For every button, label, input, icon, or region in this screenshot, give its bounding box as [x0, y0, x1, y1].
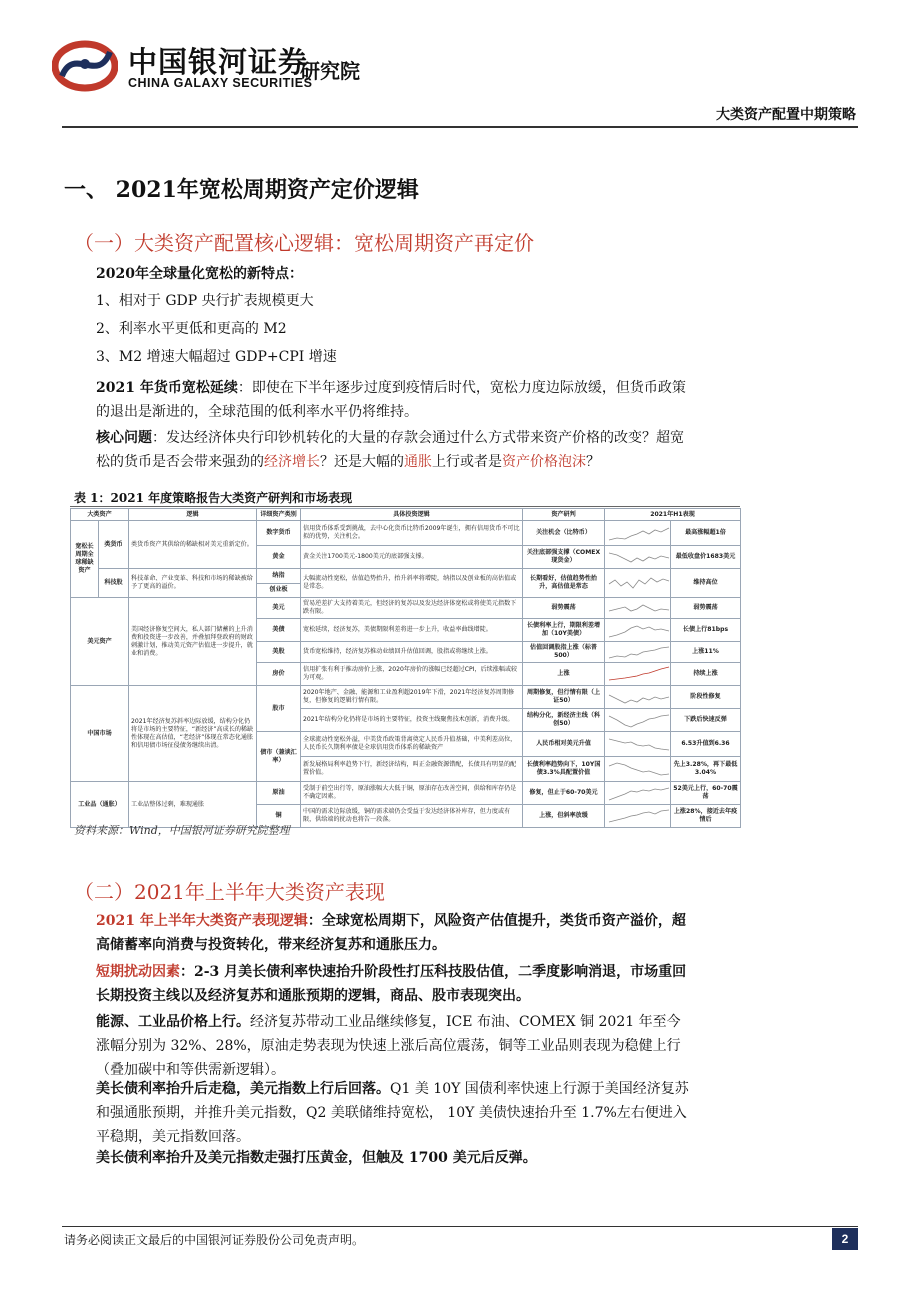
table-row	[71, 598, 741, 619]
sparkline	[605, 521, 671, 546]
group-logic: 科技革命、产业变革、科技和市场的稀缺被给予了更高的溢价。	[129, 569, 257, 598]
group-logic: 美国经济修复空间大，私人部门储蓄的上升消费和投资进一步改善，并叠加拜登政府的财政刺激计划，推动美元资产估值进一步提升，就业和消费。	[129, 598, 257, 686]
asset-view: 上涨	[523, 663, 605, 686]
asset-detail: 黄金关注1700美元-1800美元的底部强支撑。	[301, 546, 523, 569]
subgroup-name: 类货币	[99, 521, 129, 569]
asset-name: 股市	[257, 686, 301, 732]
asset-name: 创业板	[257, 583, 301, 598]
asset-view: 周期修复，但行情有限（上证50）	[523, 686, 605, 709]
sparkline-line	[609, 810, 669, 822]
table-row	[71, 686, 741, 709]
sparkline	[605, 805, 671, 828]
paragraph-lead: 2021 年上半年大类资产表现逻辑	[96, 913, 308, 929]
asset-performance: 维持高位	[671, 569, 741, 598]
highlight-inflation: 通胀	[404, 454, 432, 470]
paragraph-logic	[96, 909, 692, 957]
asset-performance: 弱势震荡	[671, 598, 741, 619]
sparkline	[605, 732, 671, 757]
asset-performance: 长债上行81bps	[671, 619, 741, 642]
sparkline	[605, 663, 671, 686]
paragraph-gold: 美长债利率抬升及美元指数走强打压黄金，但触及 1700 美元后反弹。	[96, 1150, 537, 1166]
highlight-growth: 经济增长	[264, 454, 320, 470]
asset-detail: 大幅流动性宽松，估值趋势抬升，抬升斜率将增陡，纳指以及创业板的高估值或是常态。	[301, 569, 523, 598]
asset-name: 数字货币	[257, 521, 301, 546]
asset-view: 关注机会（比特币）	[523, 521, 605, 546]
paragraph-text: Q1 美 10Y 国债利率快速上行源于美国经济复苏和强通胀预期，并推升美元指数，Q2 美联储维持宽松， 10Y 美债快速抬升至 1.7%左右便进入平稳期，美元指数回落。	[96, 1081, 689, 1145]
asset-detail: 2020年地产、金融、能源和工业盈利超2019年下滑，2021年经济复苏周期修复，但修复的逻辑行情有限。	[301, 686, 523, 709]
sparkline-line	[609, 626, 669, 637]
asset-detail: 全球流动性宽松外溢，中美货币政策背离奠定人民币升值基础，中美利差高位，人民币长久期利率债是全球信用货币体系的稀缺资产	[301, 732, 523, 757]
institute-name: 研究院	[300, 59, 360, 83]
asset-view: 人民币相对美元升值	[523, 732, 605, 757]
sparkline	[605, 598, 671, 619]
sparkline-line	[609, 715, 669, 727]
asset-name: 铜	[257, 805, 301, 828]
asset-view: 修复，但止于60-70美元	[523, 782, 605, 805]
header-detail-class: 详细资产类别	[257, 509, 301, 521]
paragraph-disturbance	[96, 960, 692, 1008]
sparkline-line	[609, 647, 669, 658]
paragraph-text: ：即使在下半年逐步过度到疫情后时代，宽松力度边际放缓，但货币政策的退出是渐进的，全球范围的低利率水平仍将维持。	[96, 380, 686, 420]
asset-detail: 信用货币体系受到挑战，去中心化货币比特币2009年诞生，拥有信用货币不可比拟的优势，关注机会。	[301, 521, 523, 546]
group-name: 工业品（通胀）	[71, 782, 129, 828]
asset-detail: 货币宽松维持，经济复苏推动业绩回升估值回调，股指或将继续上涨。	[301, 642, 523, 663]
sparkline-line	[609, 528, 669, 540]
asset-view: 关注底部强支撑（COMEX现货金）	[523, 546, 605, 569]
asset-detail: 中国的需求边际放缓，铜的需求端仍会受益于发达经济体补库存，但力度或有限，供给端的扰动也将告一段落。	[301, 805, 523, 828]
feature-item: 1、相对于 GDP 央行扩表规模更大	[96, 293, 314, 309]
sparkline	[605, 619, 671, 642]
asset-detail: 宽松延续，经济复苏，美债期限利差将进一步上升，收益率曲线增陡。	[301, 619, 523, 642]
section-title: 一、 2021年宽松周期资产定价逻辑	[64, 177, 419, 203]
table-rule	[70, 506, 740, 507]
asset-detail: 2021年结构分化仍将是市场的主要特征，投资主线聚焦技术创新，消费升级。	[301, 709, 523, 732]
paragraph-text: ：发达经济体央行印钞机转化的大量的存款会通过什么方式带来资产价格的改变？超宽松的货币是否会带来强劲的	[96, 430, 684, 470]
paragraph-text: ？还是大幅的	[320, 454, 404, 470]
logo-chinese-name: 中国银河证券	[128, 45, 309, 79]
highlight-bubble: 资产价格泡沫	[502, 454, 586, 470]
asset-detail: 受制于前空出行等，原油涨幅大大低于铜，原油存在改善空间，供给和库存仍是不确定因素。	[301, 782, 523, 805]
footer-disclaimer: 请务必阅读正文最后的中国银河证券股份公司免责声明。	[64, 1233, 365, 1247]
report-title: 大类资产配置中期策略	[716, 107, 856, 123]
asset-name: 债市（兼谈汇率）	[257, 732, 301, 782]
paragraph-text: 上行或者是	[432, 454, 502, 470]
asset-performance: 52美元上行，60-70震荡	[671, 782, 741, 805]
asset-name: 纳指	[257, 569, 301, 584]
sparkline-line	[609, 739, 669, 750]
asset-performance: 阶段性修复	[671, 686, 741, 709]
asset-performance: 上涨28%，接近去年疫情后	[671, 805, 741, 828]
page-number: 2	[832, 1228, 858, 1250]
group-logic: 2021年经济复苏斜率边际放缓，结构分化仍将是市场的主要特征，“新经济”高成长的稀缺性体现在高估值，“老经济”体现在常态化通胀和信用债市场征侵债务继续出清。	[129, 686, 257, 782]
group-logic: 工业品整体过剩，难现通胀	[129, 782, 257, 828]
header-logic: 逻辑	[129, 509, 257, 521]
footer-divider	[62, 1226, 858, 1227]
feature-item: 3、M2 增速大幅超过 GDP+CPI 增速	[96, 349, 337, 365]
paragraph-loose	[96, 376, 692, 424]
asset-performance: 持续上涨	[671, 663, 741, 686]
table-caption: 表 1：2021 年度策略报告大类资产研判和市场表现	[74, 491, 353, 505]
asset-view: 估值回调股指上涨（标普500）	[523, 642, 605, 663]
sparkline-line	[609, 695, 669, 703]
asset-view: 弱势震荡	[523, 598, 605, 619]
paragraph-commodities	[96, 1010, 692, 1082]
asset-performance: 最低收盘价1683美元	[671, 546, 741, 569]
asset-name: 美债	[257, 619, 301, 642]
subgroup-name: 科技股	[99, 569, 129, 598]
paragraph-text: ：全球宽松周期下，风险资产估值提升，类货币资产溢价，超高储蓄率向消费与投资转化，带来经济复苏和通胀压力。	[96, 913, 686, 953]
paragraph-us-rates	[96, 1077, 692, 1149]
sparkline	[605, 782, 671, 805]
paragraph-core	[96, 426, 692, 474]
asset-performance: 下跌后快速反弹	[671, 709, 741, 732]
paragraph-lead: 2021 年货币宽松延续	[96, 380, 238, 396]
galaxy-logo-icon	[52, 36, 118, 92]
paragraph-lead: 能源、工业品价格上行。	[96, 1014, 250, 1030]
group-name: 宽松长周期全球稀缺资产	[71, 521, 99, 598]
asset-detail: 新发展格局利率趋势下行，新经济结构，叫正金融资源错配，长债具有明显的配置价值。	[301, 757, 523, 782]
sparkline-line	[609, 578, 669, 588]
asset-name: 房价	[257, 663, 301, 686]
asset-name: 原油	[257, 782, 301, 805]
group-name: 中国市场	[71, 686, 129, 782]
sparkline-line	[609, 788, 669, 800]
sparkline	[605, 569, 671, 598]
table-row	[71, 521, 741, 546]
sparkline-line	[609, 763, 669, 775]
paragraph-lead: 核心问题	[96, 430, 152, 446]
table-header-row	[71, 509, 741, 521]
sparkline-line	[609, 553, 669, 562]
paragraph-text: ？	[586, 454, 600, 470]
table-row	[71, 569, 741, 584]
asset-table	[70, 508, 740, 823]
asset-performance: 上涨11%	[671, 642, 741, 663]
asset-detail: 贸易逆差扩大支持着美元，但经济的复苏以及发达经济体宽松或将使美元指数下跌有限。	[301, 598, 523, 619]
table-row	[71, 782, 741, 805]
asset-name: 美股	[257, 642, 301, 663]
sparkline	[605, 546, 671, 569]
asset-detail: 信用扩张有利于推动房价上涨，2020年房价的涨幅已经超过CPI，后续涨幅或较为可观。	[301, 663, 523, 686]
asset-view: 结构分化，新经济主线（科创50）	[523, 709, 605, 732]
asset-view: 长债利率上行，期限利差增加（10Y美债）	[523, 619, 605, 642]
feature-item: 2、利率水平更低和更高的 M2	[96, 321, 287, 337]
header-divider	[62, 126, 858, 128]
asset-name: 美元	[257, 598, 301, 619]
logo-english-name: CHINA GALAXY SECURITIES	[128, 76, 313, 90]
sparkline	[605, 642, 671, 663]
asset-performance: 先上3.28%，再下最低3.04%	[671, 757, 741, 782]
sparkline	[605, 709, 671, 732]
paragraph-text: 经济复苏带动工业品继续修复，ICE 布油、COMEX 铜 2021 年至今涨幅分别为 32%、28%，原油走势表现为快速上涨后高位震荡，铜等工业品则表现为稳健上行（叠加碳中和等供需新逻辑）。	[96, 1014, 681, 1078]
header-asset-class: 大类资产	[71, 509, 129, 521]
asset-view: 长债利率趋势向下，10Y国债3.3%具配置价值	[523, 757, 605, 782]
paragraph-lead: 短期扰动因素	[96, 964, 180, 980]
header-performance: 2021年H1表现	[605, 509, 741, 521]
asset-table-grid	[70, 508, 741, 828]
subsection-title-2: （二）2021年上半年大类资产表现	[74, 880, 385, 904]
group-logic: 类货币资产其供给的稀缺相对美元重新定价。	[129, 521, 257, 569]
header-investment-logic: 具体投资逻辑	[301, 509, 523, 521]
asset-view: 上涨，但斜率放缓	[523, 805, 605, 828]
table-source: 资料来源：Wind，中国银河证券研究院整理	[74, 824, 290, 837]
asset-performance: 最高涨幅超1倍	[671, 521, 741, 546]
asset-name: 黄金	[257, 546, 301, 569]
group-name: 美元资产	[71, 598, 129, 686]
sparkline	[605, 757, 671, 782]
sparkline-line	[609, 605, 669, 611]
sparkline	[605, 686, 671, 709]
asset-performance: 6.53升值到6.36	[671, 732, 741, 757]
paragraph-text: ：2-3 月美长债利率快速抬升阶段性打压科技股估值，二季度影响消退，市场重回长期投资主线以及经济复苏和通胀预期的逻辑，商品、股市表现突出。	[96, 964, 687, 1004]
sparkline-line	[609, 667, 669, 680]
features-title: 2020年全球量化宽松的新特点：	[96, 266, 303, 282]
header-view: 资产研判	[523, 509, 605, 521]
asset-view: 长期看好，估值趋势性抬升，高估值是常态	[523, 569, 605, 598]
paragraph-lead: 美长债利率抬升后走稳，美元指数上行后回落。	[96, 1081, 390, 1097]
subsection-title-1: （一）大类资产配置核心逻辑：宽松周期资产再定价	[74, 231, 534, 255]
